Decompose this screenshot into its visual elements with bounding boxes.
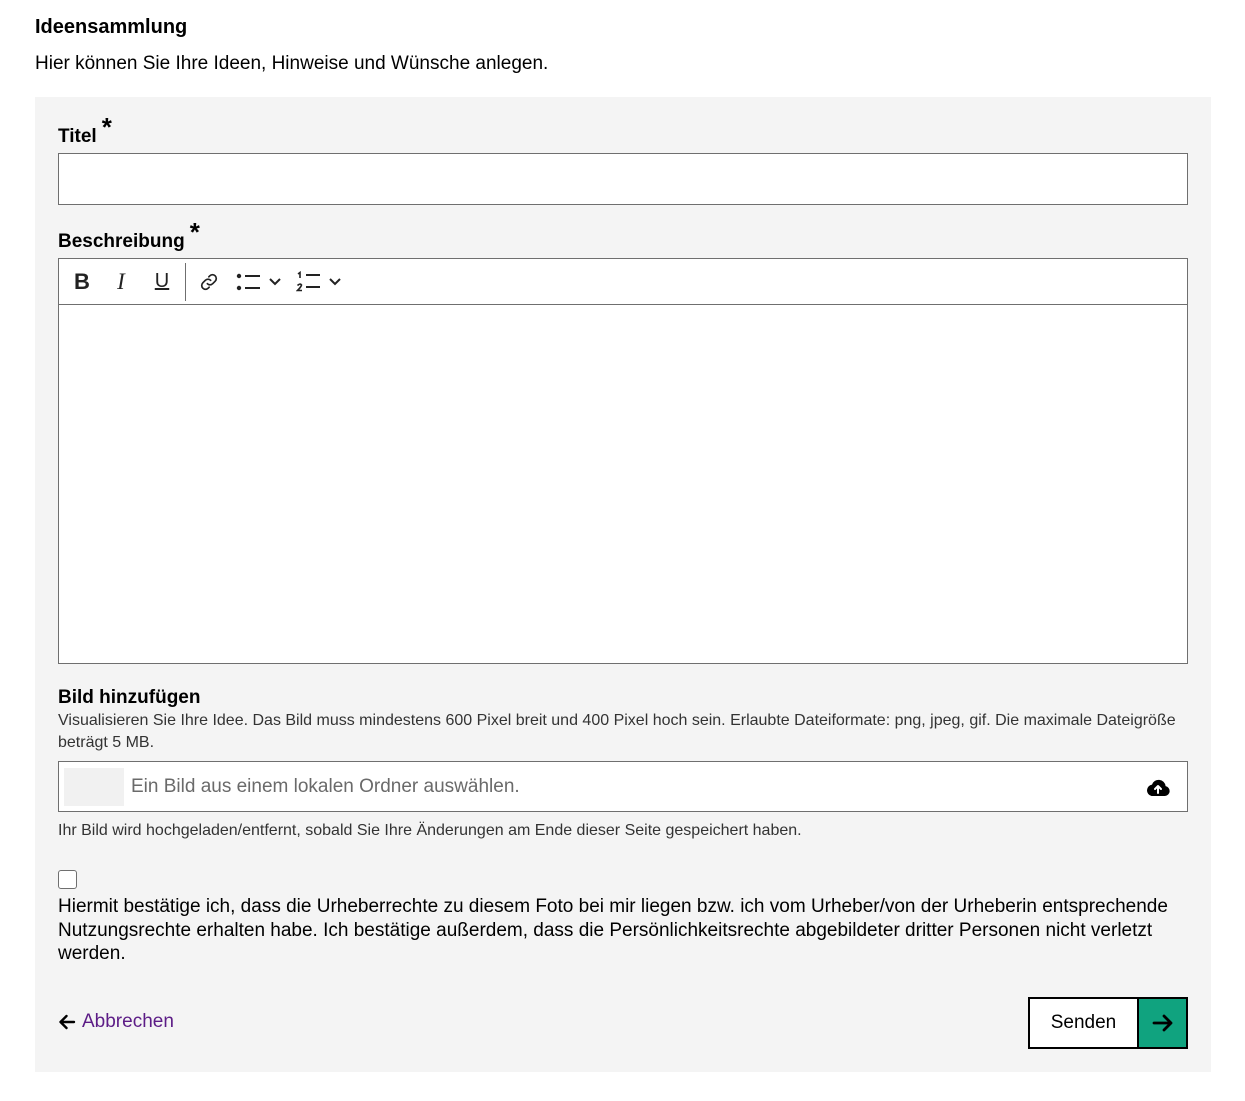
- arrow-left-icon: [58, 1013, 76, 1031]
- underline-button[interactable]: U: [154, 270, 170, 292]
- bold-button[interactable]: B: [74, 268, 90, 294]
- cloud-upload-icon[interactable]: [1145, 776, 1171, 798]
- cancel-link[interactable]: [58, 1011, 174, 1033]
- title-label: [58, 112, 112, 149]
- numbered-list-button[interactable]: [290, 263, 348, 301]
- submit-button[interactable]: [1028, 997, 1188, 1049]
- arrow-right-icon: [1152, 1013, 1174, 1033]
- link-icon: [199, 272, 219, 292]
- description-editor: [58, 258, 1188, 664]
- page-intro: Hier können Sie Ihre Ideen, Hinweise und Wünsche anlegen.: [35, 53, 549, 74]
- idea-form: [35, 97, 1211, 1072]
- image-description: Visualisieren Sie Ihre Idee. Das Bild muss mindestens 600 Pixel breit und 400 Pixel hoch sein. Erlaubte Dateiformate: png, jpeg, gif. Die maximale Dateigröße beträgt 5 MB.: [58, 712, 1176, 751]
- description-label-text: Beschreibung: [58, 231, 185, 252]
- page-title: Ideensammlung: [35, 16, 188, 38]
- link-button[interactable]: [194, 263, 224, 301]
- italic-button[interactable]: I: [117, 268, 125, 294]
- required-marker: *: [189, 217, 200, 247]
- consent-checkbox[interactable]: [58, 870, 77, 889]
- editor-toolbar: [59, 259, 1187, 305]
- chevron-down-icon: [328, 277, 342, 287]
- description-label: [58, 217, 200, 254]
- cancel-label: Abbrechen: [82, 1011, 174, 1032]
- image-upload-hint: Ihr Bild wird hochgeladen/entfernt, sobald Sie Ihre Änderungen am Ende dieser Seite gespeichert haben.: [58, 822, 802, 839]
- submit-arrow: [1139, 999, 1186, 1047]
- submit-label: Senden: [1030, 999, 1139, 1047]
- required-marker: *: [101, 112, 112, 142]
- bullet-list-icon: [236, 272, 262, 292]
- title-label-text: Titel: [58, 126, 97, 147]
- image-label: Bild hinzufügen: [58, 687, 201, 708]
- toolbar-divider: [185, 263, 186, 301]
- image-preview: [64, 768, 124, 806]
- description-textarea[interactable]: [59, 305, 1187, 663]
- numbered-list-icon: [296, 271, 322, 293]
- image-upload-field[interactable]: [58, 761, 1188, 812]
- title-input[interactable]: [58, 153, 1188, 205]
- image-upload-placeholder: Ein Bild aus einem lokalen Ordner auswählen.: [131, 775, 520, 797]
- consent-text: Hiermit bestätige ich, dass die Urheberrechte zu diesem Foto bei mir liegen bzw. ich vom Urheber/von der Urheberin entsprechende Nutzungsrechte erhalten habe. Ich bestätige außerdem, dass die Persönlichkeitsrechte abgebildeter dritter Personen nicht verletzt werden.: [58, 896, 1168, 964]
- chevron-down-icon: [268, 277, 282, 287]
- bullet-list-button[interactable]: [230, 263, 288, 301]
